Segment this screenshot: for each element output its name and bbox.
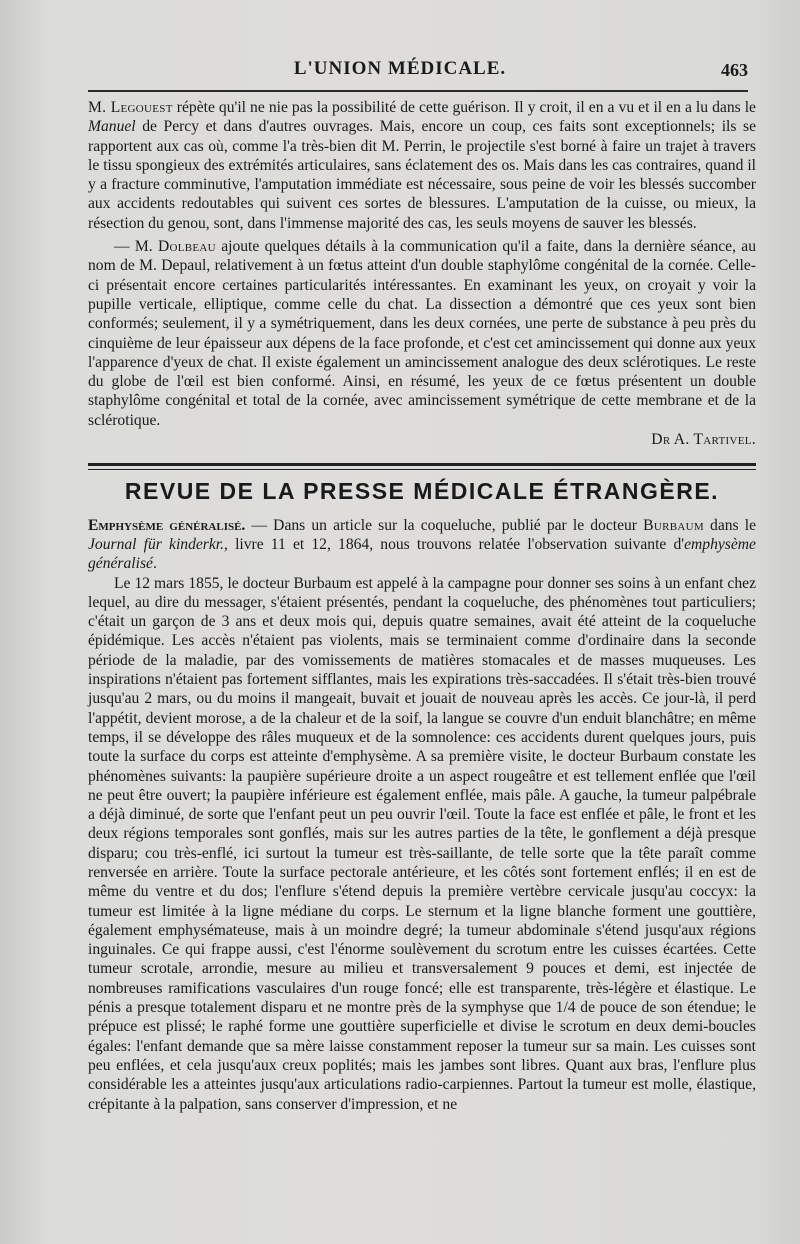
term: emphysème généralisé [88, 535, 756, 573]
paragraph-text: , livre 11 et 12, 1864, nous trouvons relatée l'observation suivante d' [224, 535, 685, 553]
author-name: Burbaum [643, 516, 704, 534]
header-rule [88, 90, 748, 92]
dash-lead: — M. [114, 238, 158, 256]
author-name: Dolbeau [157, 238, 216, 256]
paragraph-legouest [88, 98, 756, 233]
signature-line [88, 430, 756, 449]
subheading: Emphysème généralisé. [88, 516, 246, 534]
paragraph-text: de Percy et dans d'autres ouvrages. Mais, encore un coup, ces faits sont exceptionnels; ils se rapportent aux cas où, comme l'a très-bien dit M. Perrin, le projectile s'est borné à faire un trajet à travers le tissu spongieux des extrémités articulaires, sans éclatement des os. Mais dans les cas contraires, quand il y a fracture comminutive, l'amputation immédiate est nécessaire, sous peine de voir les blessés succomber aux accidents redoutables qui suivent ces sortes de blessures. L'amputation de la cuisse, ou mieux, la résection du genou, sont, dans l'immense majorité des cas, les seuls moyens de sauver les blessés. [88, 118, 756, 232]
paragraph-text: — Dans un article sur la coqueluche, publié par le docteur [245, 516, 644, 534]
paragraph-text: dans le [703, 516, 757, 534]
paragraph-text: ajoute quelques détails à la communication qu'il a faite, dans la dernière séance, au nom de M. Depaul, relativement à un fœtus atteint d'un double staphylôme congénital de la cornée. Celle-ci présentait encore certaines particularités intéressantes. En examinant les yeux, on croyait y voir la pupille verticale, elliptique, comme celle du chat. La dissection a démontré que ces yeux sont bien conformés; seulement, il y a symétriquement, dans les deux cornées, une perte de substance à peu près du cinquième de leur épaisseur aux dépens de la face profonde, et c'est cet amincissement qui donne aux yeux l'apparence d'yeux de chat. Il existe également un amincissement analogue des deux sclérotiques. Le reste du globe de l'œil est bien conformé. Ainsi, en résumé, les yeux de ce fœtus présentent un double staphylôme congénital et total de la cornée, avec amincissement symétrique de cette membrane et de la sclérotique. [88, 238, 756, 429]
running-head [0, 54, 800, 84]
paragraph-text: . [152, 555, 157, 573]
double-rule [88, 463, 756, 470]
paragraph-dolbeau [88, 237, 756, 430]
paragraph-text: répète qu'il ne nie pas la possibilité de cette guérison. Il y croit, il en a vu et il en a lu dans le [172, 99, 756, 116]
book-title: Manuel [88, 118, 136, 136]
signature: Dr A. Tartivel. [651, 431, 756, 449]
section-separator [88, 463, 756, 470]
running-title: L'UNION MÉDICALE. [293, 58, 507, 79]
section-title: REVUE DE LA PRESSE MÉDICALE ÉTRANGÈRE. [124, 478, 720, 505]
page-number: 463 [721, 60, 748, 80]
journal-title: Journal für kinderkr. [88, 535, 225, 553]
paragraph-observation: Le 12 mars 1855, le docteur Burbaum est appelé à la campagne pour donner ses soins à un enfant chez lequel, au dire du messager, s'étaient présentés, pendant la coqueluche, des phénomènes tout particuliers; c'était un garçon de 3 ans et deux mois qui, depuis quatre semaines, avait été atteint de la coqueluche épidémique. Les accès n'étaient pas violents, mais se terminaient comme d'ordinaire dans la seconde période de la maladie, par des vomissements de matières stomacales et de masses muqueuses. Les inspirations n'étaient pas fortement sifflantes, mais les expirations très-saccadées. Il s'était très-bien trouvé jusqu'au 2 mars, ou du moins il mangeait, buvait et jouait de nouveau après les accès. Ce jour-là, il perd l'appétit, devient morose, a de la chaleur et de la soif, la langue se couvre d'un enduit blanchâtre; en même temps, il se développe des râles muqueux et de la somnolence: ces accidents durent quelques jours, puis toute la surface du corps est atteinte d'emphysème. A sa première visite, le docteur Burbaum constate les phénomènes suivants: la paupière supérieure droite a un aspect rougeâtre et est tellement enflée que l'œil ne peut être ouvert; la paupière inférieure est également enflée, mais pâle. A gauche, la tumeur palpébrale a déjà diminué, de sorte que l'enfant peut un peu ouvrir l'œil. Toute la face est enflée et pâle, le front et les deux régions temporales sont gonflés, mais sur les autres parties de la tête, le gonflement a déjà presque disparu; cou très-enflé, ici surtout la tumeur est très-saillante, de telle sorte que la tête paraît comme renversée en arrière. Toute la surface pectorale antérieure, et les côtés sont fortement enflés; il en est de même du ventre et du dos; l'enflure s'étend depuis la première vertèbre cervicale jusqu'au coccyx: la tumeur est limitée à la ligne médiane du corps. Le sternum et la ligne blanche forment une gouttière, également emphysémateuse, mais à un moindre degré; la tumeur abdominale s'étend jusqu'aux régions inguinales. Ce qui frappe aussi, c'est l'énorme soulèvement du scrotum entre les cuisses écartées. Cette tumeur scrotale, arrondie, mesure au milieu et transversalement 9 pouces et demi, est injectée de nombreuses ramifications vasculaires d'un rouge foncé; elle est transparente, très-légère et élastique. Le pénis a presque totalement disparu et ne montre près de la symphyse que 1/4 de pouce de son étendue; le prépuce est plissé; le raphé forme une gouttière superficielle et divise le scrotum en deux demi-boucles égales: l'enfant demande que sa mère laisse constamment reposer la tumeur sur sa main. Les cuisses sont peu enflées, et cela jusqu'aux creux poplités; mais les jambes sont libres. Quant aux bras, l'enflure plus considérable les a atteintes jusqu'aux articulations radio-carpiennes. Partout la tumeur est molle, élastique, crépitante à la palpation, sans conserver d'impression, et ne [88, 574, 756, 1113]
author-name: M. Legouest [88, 99, 173, 116]
text-column [88, 98, 756, 1114]
paragraph-emphyseme-intro [88, 516, 756, 574]
